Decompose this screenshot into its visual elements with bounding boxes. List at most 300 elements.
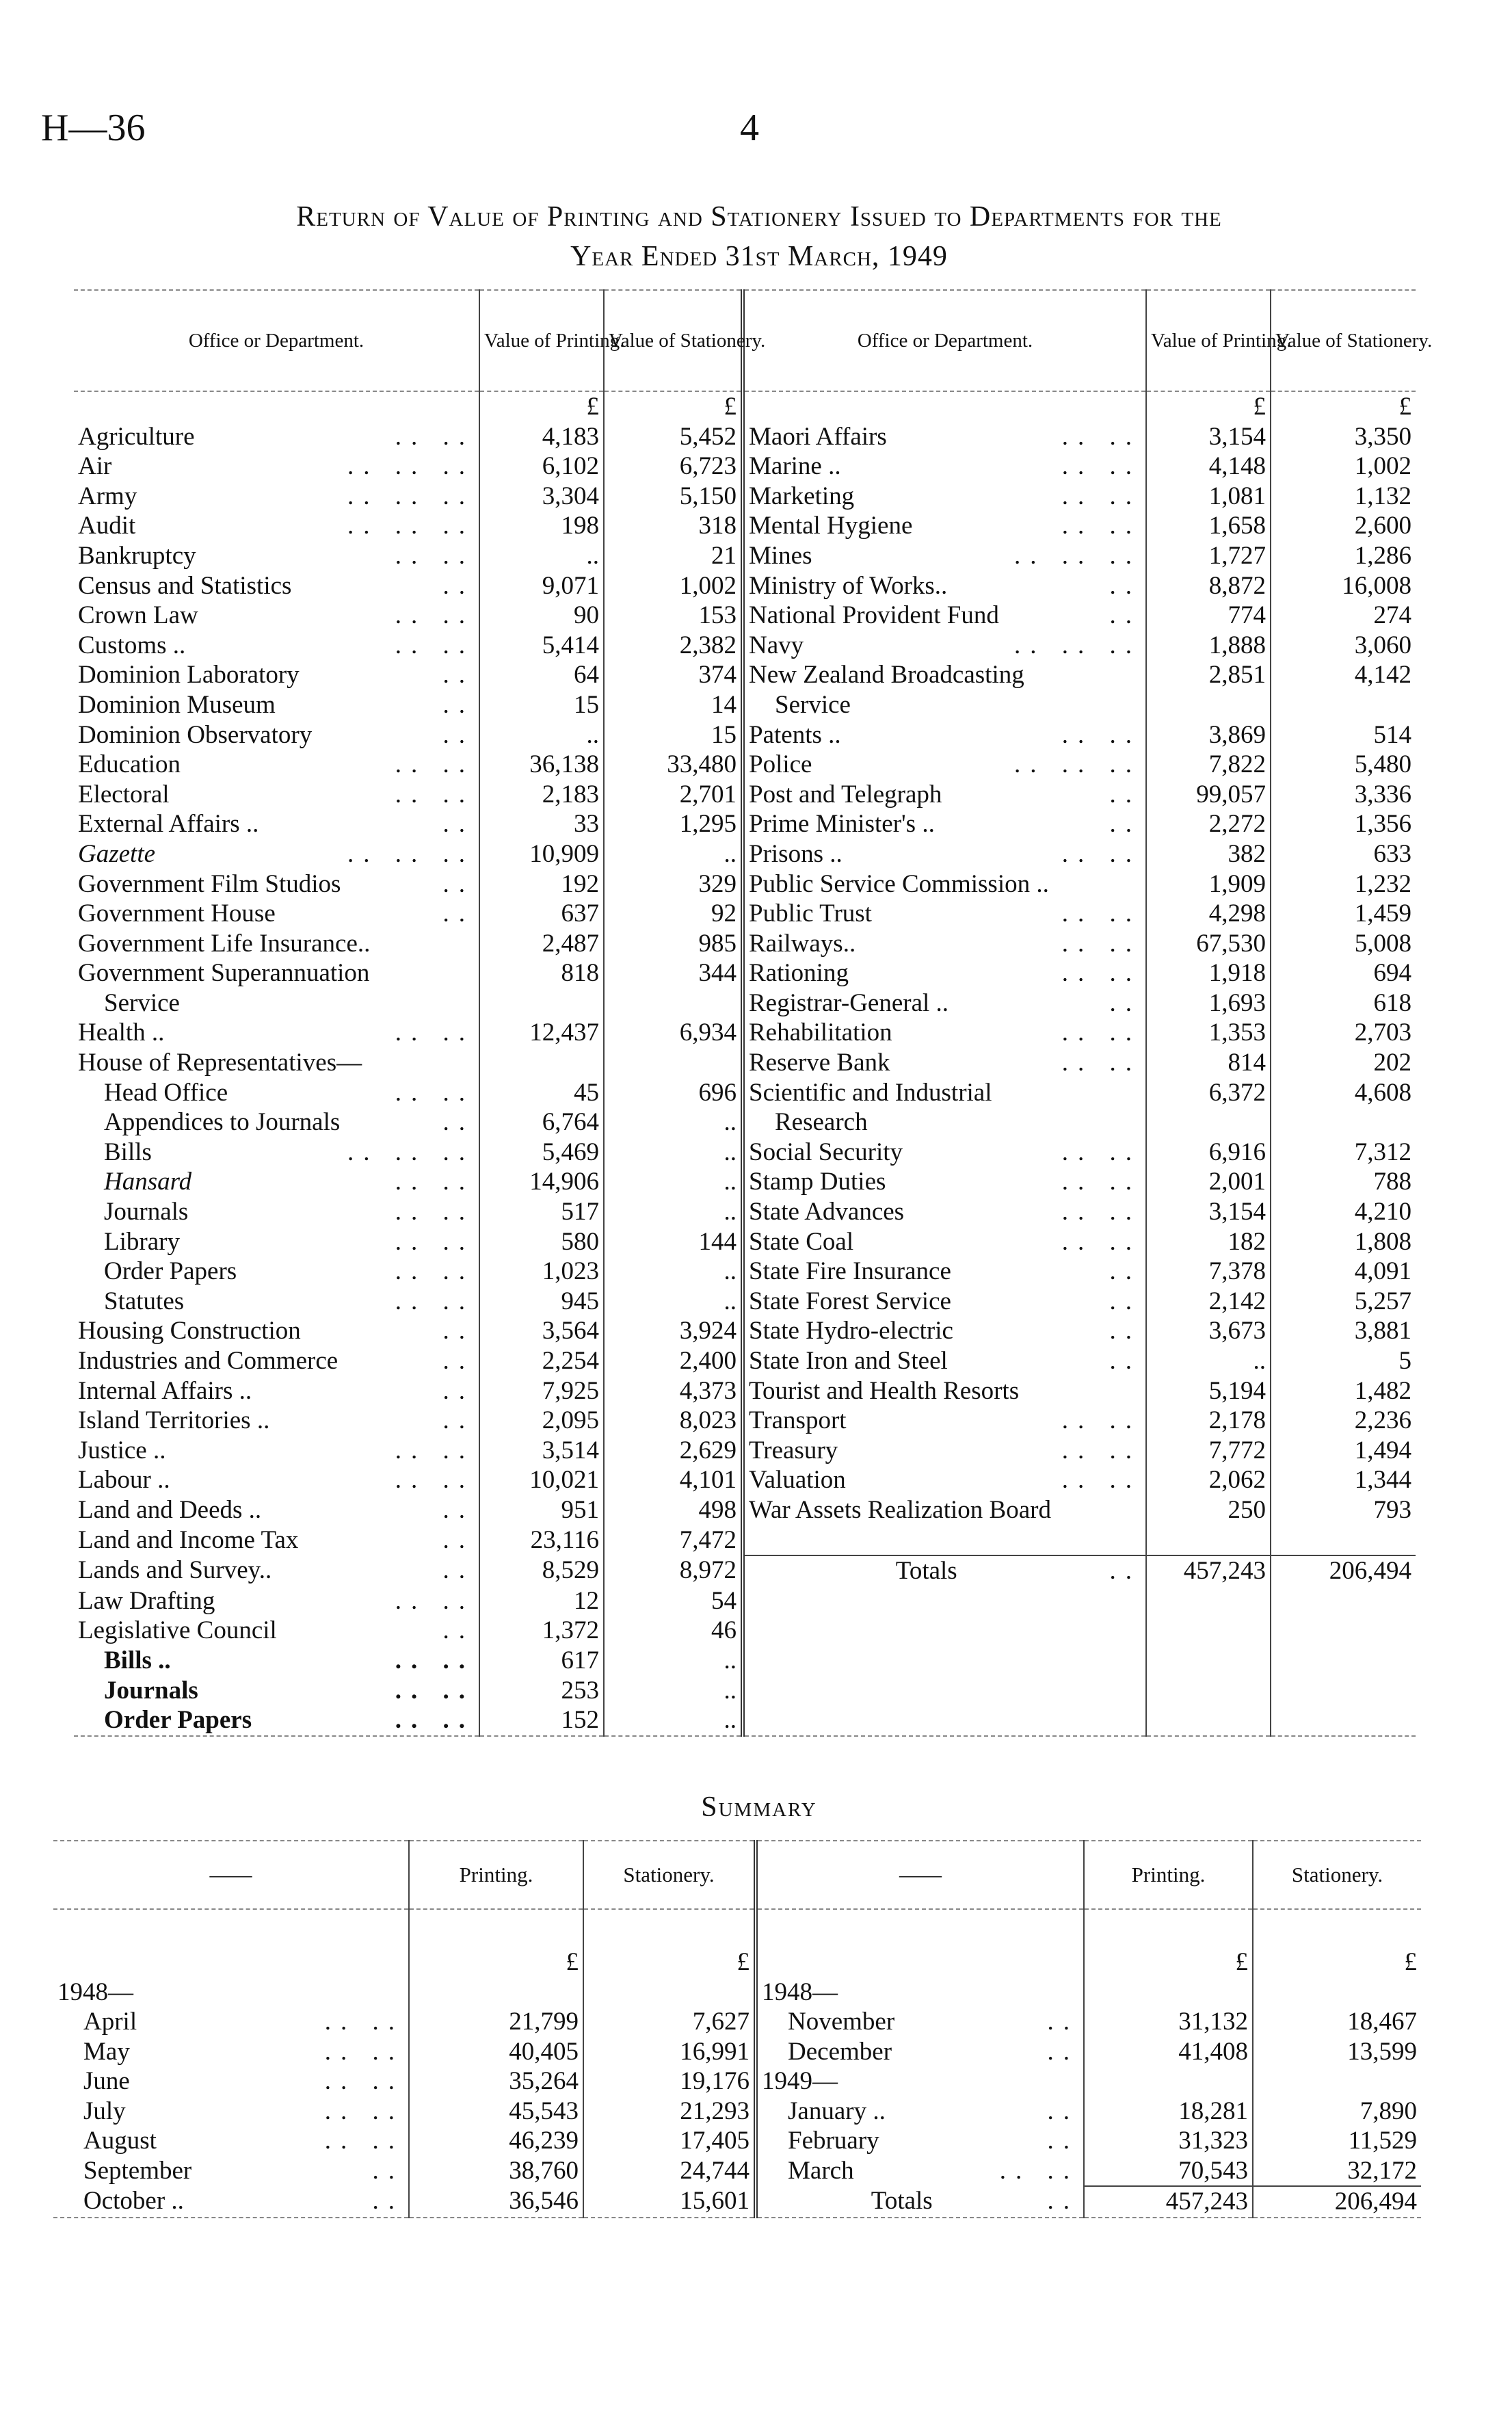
dept-name: Prime Minister's .. [749,810,935,839]
dept-name-cell [74,1107,479,1138]
table-row [74,690,1416,720]
empty-cell [1084,1909,1253,1947]
stationery-value: 1,459 [1271,899,1416,929]
dept-name: Navy [749,631,804,659]
table-row [74,1227,1416,1257]
printing-value: 41,408 [1084,2037,1253,2067]
table-row [74,1078,1416,1108]
printing-value [1084,2066,1253,2097]
table-row [74,809,1416,839]
dept-name: Library [104,1227,180,1256]
dept-name-cell [74,929,479,959]
table-row [74,1287,1416,1317]
dept-name-cell [74,1646,479,1676]
dept-name: Journals [104,1676,198,1705]
dept-name: August [83,2127,157,2155]
dept-name-cell [53,2186,409,2218]
printing-value: 2,095 [479,1406,604,1436]
printing-value: 2,062 [1146,1465,1271,1495]
dept-name: Social Security [749,1138,903,1166]
stationery-value: 633 [1271,839,1416,869]
leader-dots: .. [442,810,475,839]
leader-dots: .. .. [395,1257,475,1286]
stationery-value: .. [604,1107,743,1138]
leader-dots: .. .. [324,2067,404,2095]
dept-name: June [83,2067,130,2095]
printing-value: 580 [479,1227,604,1257]
stationery-value: 1,808 [1271,1227,1416,1257]
dept-name: Rationing [749,959,849,988]
dept-name-cell [53,2007,409,2037]
stationery-value: 4,608 [1271,1078,1416,1108]
table-row [74,1586,1416,1616]
leader-dots: .. .. [1061,1138,1141,1166]
table-row [74,839,1416,869]
printing-value: 382 [1146,839,1271,869]
printing-value: 10,909 [479,839,604,869]
stationery-value: 1,132 [1271,482,1416,512]
dept-name-cell [743,929,1146,959]
stationery-value: 14 [604,690,743,720]
stationery-value [1253,2066,1421,2097]
dept-name: Prisons .. [749,839,843,868]
dept-name: Valuation [749,1466,846,1495]
totals-label: Totals [871,2187,933,2215]
dept-name-cell [74,541,479,571]
printing-value: 6,916 [1146,1138,1271,1168]
summary-row [53,2007,1421,2037]
printing-value: 5,414 [479,631,604,661]
summary-header-blank-right: —— [756,1841,1084,1909]
table-row [74,1018,1416,1048]
stationery-value: 793 [1271,1495,1416,1525]
dept-name-cell [756,2037,1084,2067]
dept-name-cell [74,451,479,482]
table-row [74,1316,1416,1346]
dept-name: Maori Affairs [749,422,887,451]
summary-row [53,2037,1421,2067]
printing-value: 7,378 [1146,1257,1271,1287]
printing-value: 36,138 [479,750,604,780]
empty-cell [743,1586,1146,1616]
dept-name-cell [74,899,479,929]
printing-value: 5,469 [479,1138,604,1168]
stationery-value: 374 [604,660,743,690]
dept-name-cell [743,1197,1146,1227]
dept-name: Public Service Commission .. [749,869,1049,898]
dept-name: Government Life Insurance.. [78,929,371,958]
dept-name-cell [743,1465,1146,1495]
stationery-value: 5,480 [1271,750,1416,780]
leader-dots: .. [1109,1257,1141,1286]
stationery-value: 13,599 [1253,2037,1421,2067]
stationery-value: 2,400 [604,1346,743,1376]
currency-symbol: £ [479,391,604,422]
leader-dots: .. .. [1061,1227,1141,1256]
table-row [74,422,1416,452]
dept-name: Law Drafting [78,1586,215,1615]
summary-row [53,2186,1421,2218]
dept-name: Stamp Duties [749,1168,886,1196]
leader-dots: .. .. .. [1014,631,1141,659]
leader-dots: .. [1109,810,1141,839]
stationery-value [1253,1977,1421,2008]
dept-name: Head Office [104,1078,228,1107]
empty-cell [743,1705,1146,1736]
dept-name-cell [743,1287,1146,1317]
dept-name-cell [53,2097,409,2127]
printing-value: 9,071 [479,571,604,601]
stationery-value: 1,356 [1271,809,1416,839]
table-row [74,482,1416,512]
leader-dots: .. [442,1525,475,1554]
stationery-value: 3,924 [604,1316,743,1346]
stationery-value: .. [604,839,743,869]
dept-name: Reserve Bank [749,1049,890,1077]
dept-name: Ministry of Works.. [749,571,948,600]
empty-cell [1271,1646,1416,1676]
stationery-value: 144 [604,1227,743,1257]
table-row [74,1048,1416,1078]
printing-value: 35,264 [409,2066,583,2097]
dept-name-cell [74,1465,479,1495]
currency-symbol: £ [1146,391,1271,422]
dept-name: Bills [104,1138,152,1166]
printing-value: 2,254 [479,1346,604,1376]
stationery-value: 2,236 [1271,1406,1416,1436]
stationery-value: 5,150 [604,482,743,512]
printing-value: 64 [479,660,604,690]
printing-value: 1,023 [479,1257,604,1287]
printing-value: .. [479,541,604,571]
dept-name-cell [756,2126,1084,2156]
dept-name-cell [74,1316,479,1346]
printing-value: 3,304 [479,482,604,512]
table-row [74,1167,1416,1197]
printing-value: 8,872 [1146,571,1271,601]
stationery-value: 8,023 [604,1406,743,1436]
dept-name: November [788,2008,895,2036]
leader-dots: .. .. [1061,720,1141,749]
dept-name: State Forest Service [749,1287,951,1315]
stationery-value: 1,232 [1271,869,1416,899]
printing-value: 6,372 [1146,1078,1271,1108]
dept-name: Health .. [78,1019,165,1047]
empty-cell [756,1909,1084,1947]
dept-name-cell [743,1227,1146,1257]
dept-name-cell [743,1406,1146,1436]
dept-name-cell [743,1018,1146,1048]
dept-name: Post and Telegraph [749,780,942,809]
dept-name: Research [775,1108,868,1137]
dept-name: Labour .. [78,1466,170,1495]
dept-name: Government House [78,899,276,928]
summary-title: Summary [701,1791,817,1823]
stationery-value: 3,060 [1271,631,1416,661]
table-row [74,1406,1416,1436]
leader-dots: .. .. [1061,929,1141,958]
stationery-value: 498 [604,1495,743,1525]
dept-name: Statutes [104,1287,185,1315]
stationery-value: 54 [604,1586,743,1616]
dept-name: Legislative Council [78,1616,277,1645]
printing-value: 2,851 [1146,660,1271,690]
table-row [74,1197,1416,1227]
dept-name: Census and Statistics [78,571,292,600]
printing-value: 14,906 [479,1167,604,1197]
stationery-value: 17,405 [583,2126,756,2156]
leader-dots: .. .. [395,1019,475,1047]
main-table [74,289,1433,1737]
stationery-value: 11,529 [1253,2126,1421,2156]
dept-name: Island Territories .. [78,1406,270,1435]
printing-value: 90 [479,601,604,631]
summary-header-blank-left: —— [53,1841,409,1909]
dept-name: Land and Income Tax [78,1525,299,1554]
summary-header-stationery-right: Stationery. [1253,1841,1421,1909]
empty-cell [1146,1646,1271,1676]
stationery-value: 202 [1271,1048,1416,1078]
table-row [74,750,1416,780]
dept-name-cell [743,899,1146,929]
leader-dots: .. [442,661,475,689]
stationery-value [583,1977,756,2008]
stationery-value: 696 [604,1078,743,1108]
table-row [74,899,1416,929]
dept-name-cell [74,422,479,452]
leader-dots: .. .. [1061,1406,1141,1435]
dept-name-cell [743,958,1146,988]
stationery-value: 618 [1271,988,1416,1019]
printing-value: 7,822 [1146,750,1271,780]
leader-dots: .. [1109,571,1141,600]
leader-dots: .. [442,1406,475,1435]
dept-name: May [83,2037,130,2066]
stationery-value: 92 [604,899,743,929]
dept-name-cell [756,2097,1084,2127]
stationery-value: 3,881 [1271,1316,1416,1346]
currency-symbol: £ [409,1947,583,1977]
dept-name-cell [74,1287,479,1317]
dept-name: State Fire Insurance [749,1257,951,1286]
dept-name-cell [74,1525,479,1556]
dept-name: Justice .. [78,1436,166,1464]
dept-name-cell [743,750,1146,780]
stationery-value: 3,336 [1271,780,1416,810]
printing-value: 12 [479,1586,604,1616]
stationery-value: 788 [1271,1167,1416,1197]
dept-name-cell [743,601,1146,631]
printing-value: 45 [479,1078,604,1108]
leader-dots: .. .. .. [347,839,475,868]
stationery-value: 33,480 [604,750,743,780]
dept-name-cell [74,690,479,720]
stationery-value: 15,601 [583,2186,756,2218]
page-number: 4 [740,107,759,149]
printing-value: 774 [1146,601,1271,631]
printing-value [479,988,604,1019]
leader-dots: .. [1047,2008,1079,2036]
summary-header-printing-right: Printing. [1084,1841,1253,1909]
dept-name: Transport [749,1406,847,1435]
stationery-value: 4,101 [604,1465,743,1495]
leader-dots: .. [1109,1317,1141,1345]
dept-name-cell [743,1078,1146,1108]
dept-name-cell [756,2156,1084,2187]
dept-name-cell [74,1048,479,1078]
dept-name: Tourist and Health Resorts [749,1376,1020,1405]
currency-symbol: £ [1084,1947,1253,1977]
stationery-value: 18,467 [1253,2007,1421,2037]
stationery-value: 21,293 [583,2097,756,2127]
printing-value: 182 [1146,1227,1271,1257]
stationery-value: 2,701 [604,780,743,810]
dept-name-cell [74,511,479,541]
printing-value: 152 [479,1705,604,1736]
printing-value: 31,323 [1084,2126,1253,2156]
printing-value: 192 [479,869,604,899]
empty-cell [409,1909,583,1947]
table-row [74,1465,1416,1495]
printing-value: 3,154 [1146,1197,1271,1227]
table-row [74,511,1416,541]
totals-label: Totals [895,1557,957,1586]
stationery-value: 985 [604,929,743,959]
dept-name: Scientific and Industrial [749,1078,992,1107]
leader-dots: .. [442,690,475,719]
dept-name-cell [74,1495,479,1525]
leader-dots: .. [1109,1287,1141,1315]
dept-name-cell [74,988,479,1019]
leader-dots: .. .. [395,1168,475,1196]
header-stationery-right: Value of Stationery. [1271,290,1416,391]
dept-name-cell [74,1406,479,1436]
stationery-value: 1,494 [1271,1436,1416,1466]
title-line-2: Year Ended 31st March, 1949 [570,241,948,272]
dept-name: Service [775,690,851,719]
printing-value: 1,353 [1146,1018,1271,1048]
leader-dots: .. .. [395,1676,475,1705]
stationery-value: 19,176 [583,2066,756,2097]
spacer-row [53,1909,1421,1947]
printing-value [1146,690,1271,720]
dept-name: Patents .. [749,720,841,749]
leader-dots: .. [442,1108,475,1137]
dept-name: State Hydro-electric [749,1317,953,1345]
leader-dots: .. .. .. [1014,750,1141,779]
printing-value: 6,764 [479,1107,604,1138]
dept-name: Public Trust [749,899,872,928]
printing-value: 637 [479,899,604,929]
leader-dots: .. [442,1556,475,1585]
summary-row [53,2066,1421,2097]
stationery-value: .. [604,1167,743,1197]
dept-name-cell [74,1676,479,1706]
stationery-value: .. [604,1646,743,1676]
dept-name: Agriculture [78,422,195,451]
total-printing: 457,243 [1146,1555,1271,1586]
stationery-value [604,988,743,1019]
header-office-right: Office or Department. [743,290,1146,391]
dept-name: Appendices to Journals [104,1108,341,1137]
empty-cell [1271,1525,1416,1556]
printing-value: 2,178 [1146,1406,1271,1436]
leader-dots: .. .. [395,1646,475,1674]
dept-name-cell [743,1495,1146,1525]
dept-name-cell [74,1586,479,1616]
printing-value: 2,272 [1146,809,1271,839]
dept-name: Army [78,482,137,510]
printing-value: 3,514 [479,1436,604,1466]
dept-name: Journals [104,1198,189,1226]
empty-cell [53,1947,409,1977]
printing-value: .. [479,720,604,750]
table-row [74,1436,1416,1466]
printing-value: 1,658 [1146,511,1271,541]
dept-name-cell [743,1107,1146,1138]
dept-name-cell [74,1436,479,1466]
printing-value: 2,001 [1146,1167,1271,1197]
stationery-value: 7,627 [583,2007,756,2037]
dept-name: Order Papers [104,1257,237,1286]
dept-name: Government Film Studios [78,869,341,898]
stationery-value: 5,008 [1271,929,1416,959]
leader-dots: .. .. .. [347,1138,475,1166]
dept-name-cell [74,1705,479,1736]
empty-cell [74,391,479,422]
dept-name-cell [74,482,479,512]
table-row [74,780,1416,810]
stationery-value: 274 [1271,601,1416,631]
printing-value: .. [1146,1346,1271,1376]
dept-name-cell [743,660,1146,690]
stationery-value: 16,008 [1271,571,1416,601]
printing-value: 1,727 [1146,541,1271,571]
empty-cell [1271,1586,1416,1616]
printing-value: 1,909 [1146,869,1271,899]
dept-name: Bills .. [104,1646,171,1674]
dept-name: Government Superannuation [78,959,370,988]
stationery-value: .. [604,1197,743,1227]
leader-dots: .. .. [395,780,475,809]
leader-dots: .. .. [1061,1019,1141,1047]
dept-name-cell [53,2066,409,2097]
dept-name-cell [743,780,1146,810]
dept-name: Marine .. [749,452,841,481]
table-row [74,1257,1416,1287]
dept-name: War Assets Realization Board [749,1495,1051,1524]
currency-symbol: £ [583,1947,756,1977]
dept-name-cell [74,1376,479,1406]
dept-name: Dominion Observatory [78,720,313,749]
leader-dots: .. .. [1061,512,1141,540]
leader-dots: .. [442,1495,475,1524]
table-row [74,631,1416,661]
dept-name: September [83,2156,192,2185]
dept-name-cell [74,1167,479,1197]
stationery-value: .. [604,1676,743,1706]
dept-name-cell [74,720,479,750]
stationery-value: 15 [604,720,743,750]
header-office-left: Office or Department. [74,290,479,391]
dept-name: Crown Law [78,601,198,630]
leader-dots: .. [442,1317,475,1345]
printing-value: 253 [479,1676,604,1706]
stationery-value: 5,257 [1271,1287,1416,1317]
leader-dots: .. .. [999,2156,1079,2185]
stationery-value: 1,286 [1271,541,1416,571]
table-row [74,1107,1416,1138]
